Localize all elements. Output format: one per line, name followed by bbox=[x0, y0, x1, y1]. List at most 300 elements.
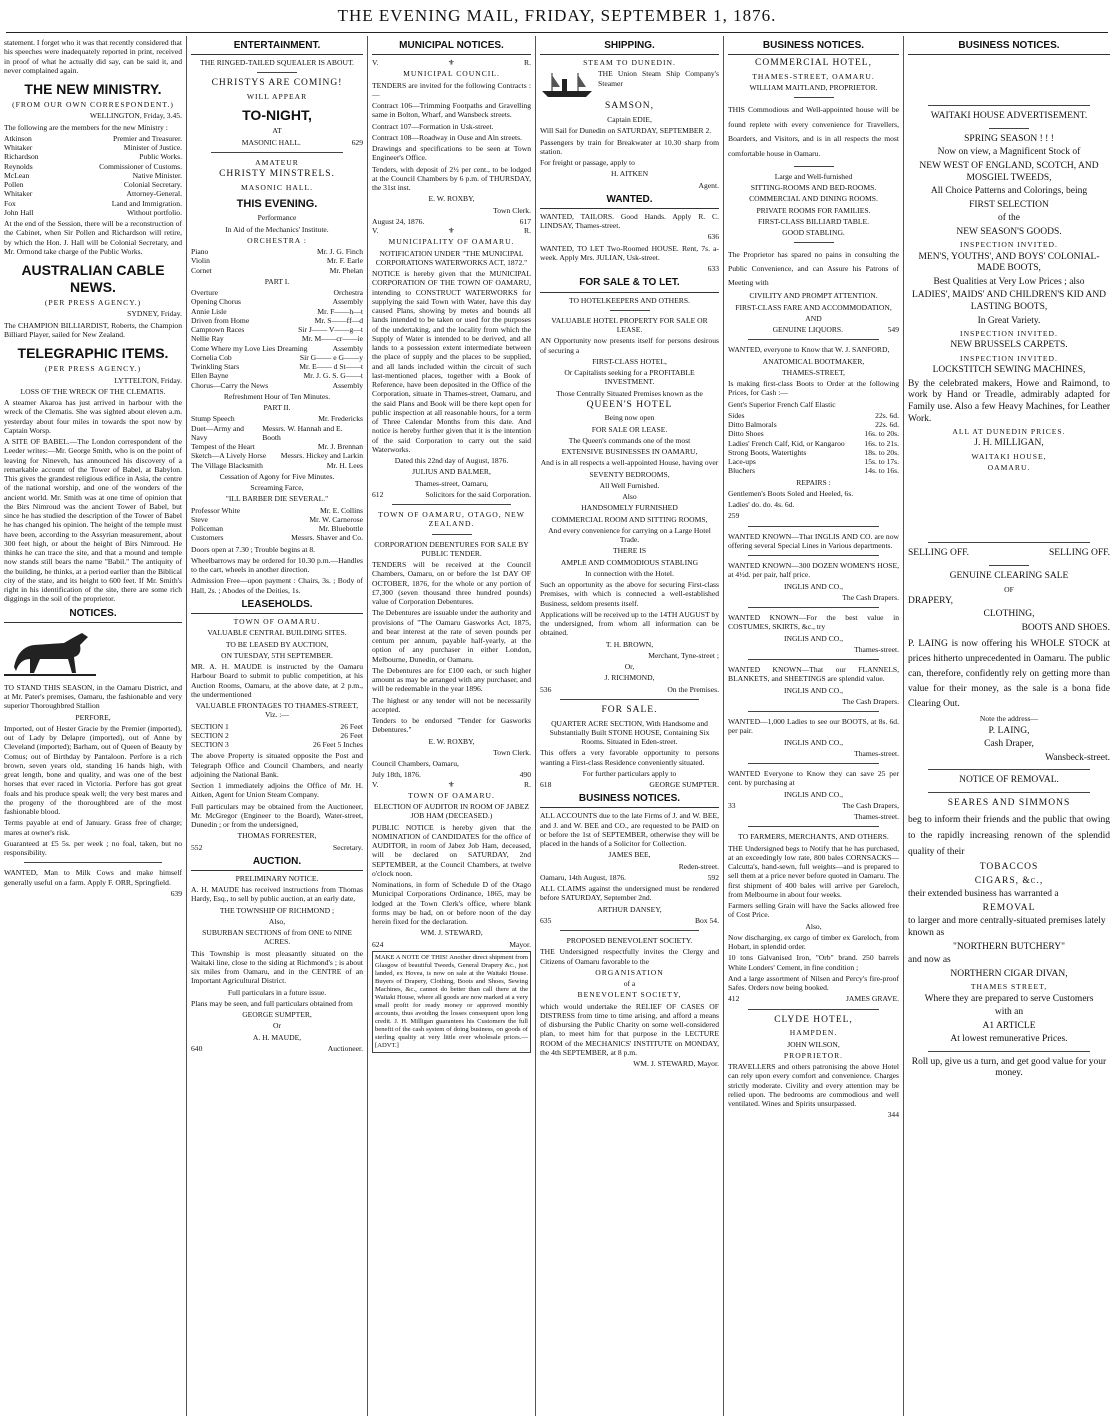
steward: WM. J. STEWARD, Mayor. bbox=[633, 1059, 719, 1069]
tend-dep: Tenders, with deposit of 2½ per cent., to be lodged at the Council Chambers by 6 p.m. of THURSDAY, the 31st inst. bbox=[372, 164, 531, 193]
part-1: PART I. bbox=[264, 276, 290, 286]
benev-body: THE Undersigned respectfully invites the Clergy and Citizens of Oamaru favorable to the bbox=[540, 947, 719, 966]
inglis: INGLIS AND CO., bbox=[783, 581, 844, 591]
ladies: LADIES', MAIDS' AND CHILDREN'S KID AND LASTING BOOTS, bbox=[911, 290, 1107, 312]
hotel-prop: VALUABLE HOTEL PROPERTY FOR SALE OR LEASE. bbox=[551, 315, 708, 335]
column-5 bbox=[723, 36, 903, 1416]
goods: NEW SEASON'S GOODS. bbox=[956, 226, 1062, 237]
num-3: 624 bbox=[372, 939, 384, 949]
accounts: ALL ACCOUNTS due to the late Firms of J. and W. BEE, and J. and W. BEE and CO., are requested to be PAID on or before the 1st of SEPTEMBER, otherwise they will be placed in the hands of a Solicitor for Collection. bbox=[540, 811, 719, 849]
selling-off-2: SELLING OFF. bbox=[1049, 548, 1110, 559]
brussels: NEW BRUSSELS CARPETS. bbox=[950, 340, 1068, 351]
extended: their extended business has warranted a bbox=[908, 889, 1059, 900]
drapery: DRAPERY, bbox=[908, 595, 953, 606]
prog-row: Overture Orchestra bbox=[191, 288, 363, 298]
seventy: SEVENTY BEDROOMS, bbox=[589, 469, 670, 479]
drapers-3: The Cash Drapers. bbox=[842, 696, 899, 706]
lease-date: ON TUESDAY, 5TH SEPTEMBER. bbox=[221, 650, 333, 660]
wanted-1: WANTED KNOWN—That INGLIS AND CO. are now offering several Special Lines in Various departments. bbox=[728, 531, 899, 550]
divider bbox=[610, 310, 650, 311]
babel-article: A SITE OF BABEL.—The London correspondent of the Leeder writes:—Mr. George Smith, who is on the point of leaving for Nineveh, has announced his discovery of a remarkable account of the Tower of Babel, at Babylon. This gives the grandest religious edifice in Asia, the centre of the national worship, and one of the wonders of the ancient world. Mr. Smith was at one time of opinion that the Birs Nimroud was the ancient Tower of Babel, but since he has studied the description of the Tower of Babel he has changed his opinion. The height of the temple must have been, according to the Assyrian measurement, about 300 feet high, or about the height of Birs Nimroud. He thinks he can trace the site, and that a mound and temple now stands still bears the name "Babil." The antiquity of the building, he thinks, at a period earlier than the Biblical city of the state, and its height to 600 feet. If Mr. Smith's right in his identification of the site, there are some rich diggings in the soil of the proprietor. bbox=[4, 437, 182, 604]
wanted-5: WANTED—1,000 Ladies to see our BOOTS, at 8s. 6d. per pair. bbox=[728, 717, 899, 736]
wanted-4: WANTED KNOWN—That our FLANNELS, BLANKETS, and SHEETINGS are splendid value. bbox=[728, 665, 899, 684]
crest-row: V. ⚜ R. bbox=[372, 226, 531, 236]
divider bbox=[928, 1051, 1090, 1052]
aid: In Aid of the Mechanics' Institute. bbox=[225, 224, 329, 234]
masthead: THE EVENING MAIL, FRIDAY, SEPTEMBER 1, 1876. bbox=[0, 6, 1114, 26]
auct-also: Also, bbox=[268, 916, 286, 926]
crest-row: V. ⚜ R. bbox=[372, 58, 531, 68]
lease-sec1: Section 1 immediately adjoins the Office of Mr. H. Aitken, Agent for Union Steam Company. bbox=[191, 781, 363, 800]
divider bbox=[432, 534, 472, 535]
gent-rep: Gentlemen's Boots Soled and Heeled, 6s. bbox=[728, 488, 854, 498]
elect-body: PUBLIC NOTICE is hereby given that the NOMINATION of CANDIDATES for the office of AUDITOR, in room of Jabez Job Ham, deceased, will be declared on SATURDAY, 2nd SEPTEMBER, at the Council Chambers, at twelve o'clock noon. bbox=[372, 822, 531, 878]
business-notices-heading: BUSINESS NOTICES. bbox=[908, 38, 1110, 55]
divider bbox=[794, 166, 834, 167]
thames: THAMES-STREET, OAMARU. bbox=[752, 71, 875, 81]
price-row: Lace-ups 15s. to 17s. bbox=[728, 457, 899, 467]
divider bbox=[748, 659, 879, 660]
steamship-icon bbox=[540, 69, 594, 99]
deb-endorse: Tenders to be endorsed "Tender for Gasworks Debentures." bbox=[372, 716, 531, 735]
making: Is making first-class Boots to Order at the following Prices, for Cash :— bbox=[728, 379, 899, 398]
larger: to larger and more centrally-situated premises lately known as bbox=[908, 916, 1106, 938]
mayor: Mayor. bbox=[509, 939, 531, 949]
ladies-rep: Ladies' do. do. 4s. 6d. bbox=[728, 500, 795, 510]
auct-plans: Plans may be seen, and full particulars obtained from bbox=[191, 998, 353, 1008]
prog-row: Camptown Races Sir J—— V——g—t bbox=[191, 325, 363, 335]
lease-name: THOMAS FORRESTER, bbox=[237, 831, 317, 841]
inglis-2: INGLIS AND CO., bbox=[783, 633, 844, 643]
mens: MEN'S, YOUTHS', AND BOYS' COLONIAL-MADE BOOTS, bbox=[918, 251, 1100, 274]
minister-row: Whitaker Minister of Justice. bbox=[4, 143, 182, 153]
inglis-3: INGLIS AND CO., bbox=[783, 685, 844, 695]
thames-2: Thames-street. bbox=[854, 644, 899, 654]
dated: Dated this 22nd day of August, 1876. bbox=[394, 456, 509, 466]
agent: Agent. bbox=[698, 180, 719, 190]
divider bbox=[748, 607, 879, 608]
for-sale: FOR SALE. bbox=[601, 704, 658, 715]
wanted-heading: WANTED. bbox=[540, 192, 719, 209]
extensive: EXTENSIVE BUSINESSES IN OAMARU, bbox=[561, 447, 698, 457]
claims: ALL CLAIMS against the undersigned must be rendered before SATURDAY, September 2nd. bbox=[540, 884, 719, 903]
butchery: "NORTHERN BUTCHERY" bbox=[953, 941, 1065, 952]
thames-street: THAMES STREET, bbox=[970, 982, 1048, 992]
divider bbox=[560, 930, 699, 931]
inglis-5: INGLIS AND CO., bbox=[783, 789, 844, 799]
auct-name2: A. H. MAUDE, bbox=[252, 1032, 302, 1042]
also: Also bbox=[622, 492, 637, 502]
wanted-6: WANTED Everyone to Know they can save 25 per cent. by purchasing at bbox=[728, 769, 899, 788]
quarter: QUARTER ACRE SECTION, With Handsome and Substantially Built STONE HOUSE, Containing Six Rooms. Situated in Eden-street. bbox=[549, 718, 710, 747]
christys-coming: CHRISTYS ARE COMING! bbox=[211, 78, 343, 89]
samson: SAMSON, bbox=[605, 101, 654, 112]
liq-num: 549 bbox=[887, 325, 899, 335]
roxby: E. W. ROXBY, bbox=[428, 194, 475, 204]
cable-heading: AUSTRALIAN CABLE NEWS. bbox=[21, 262, 165, 296]
advt: MAKE A NOTE OF THIS! Another direct shipment from Glasgow of beautiful Tweeds, General Drapery &c., just landed, ex Hovea, is now on sale at the Waitaki House. Buyers of Drapery, Clothing, Boots and Shoes, Sewing Machines, &c., cannot do better than call there at the Waitaki House, where all goods are now marked at a very small profit for ready money or approved monthly accounts, thus avoiding the losses consequent upon long credit. J. H. Milligan guarantees his Customers the full benefit of the cash system of doing business, on goods of sterling quality at very little over wholesale prices.—[ADVT.] bbox=[372, 951, 531, 1053]
best: Best Qualities at Very Low Prices ; also bbox=[933, 276, 1085, 287]
orchestra-label: ORCHESTRA : bbox=[247, 235, 307, 245]
town-2: TOWN OF OAMARU. bbox=[408, 790, 495, 800]
auct-role: Auctioneer. bbox=[327, 1043, 363, 1053]
organisation: ORGANISATION bbox=[595, 967, 664, 977]
billiard: FIRST-CLASS BILLIARD TABLE. bbox=[758, 216, 869, 226]
num-2: 490 bbox=[519, 770, 531, 780]
section-row: SECTION 1 26 Feet bbox=[191, 721, 363, 731]
divider bbox=[748, 339, 879, 340]
laing: P. LAING, bbox=[988, 725, 1030, 736]
maitland: WILLIAM MAITLAND, PROPRIETOR. bbox=[749, 83, 878, 93]
minister-row: McLean Native Minister. bbox=[4, 170, 182, 180]
brown-role: Merchant, Tyne-street ; bbox=[648, 650, 719, 660]
of-a: of a bbox=[623, 979, 636, 989]
debentures: CORPORATION DEBENTURES FOR SALE BY PUBLIC TENDER. bbox=[374, 539, 529, 558]
divider bbox=[748, 763, 879, 764]
prog-row: Duet—Army and Navy Messrs. W. Hannah and E. Booth bbox=[191, 423, 343, 442]
boots-shoes: BOOTS AND SHOES. bbox=[1021, 622, 1110, 633]
grave: JAMES GRAVE. bbox=[845, 994, 899, 1004]
ad-num: 629 bbox=[351, 137, 363, 147]
divider bbox=[989, 565, 1029, 566]
laing-body: P. LAING is now offering his WHOLE STOCK at prices hitherto unprecedented in Oamaru. The public can, therefore, confidently rely on getting more than value for their money, as the sale is a bona fide Clearing Out. bbox=[908, 638, 1110, 710]
prog-row: The Village Blacksmith Mr. H. Lees bbox=[191, 460, 363, 470]
opportunity: AN Opportunity now presents itself for persons desirous of securing a bbox=[540, 336, 719, 355]
or: Or, bbox=[624, 662, 635, 672]
column-4 bbox=[535, 36, 723, 1416]
farce-title: "ILL BARBER DIE SEVERAL." bbox=[225, 494, 329, 504]
wanted-tailors: WANTED, TAILORS. Good Hands. Apply R. C. LINDSAY, Thames-street. bbox=[540, 211, 719, 231]
minister-row: Pollen Colonial Secretary. bbox=[4, 180, 182, 190]
there-is: THERE IS bbox=[612, 546, 647, 556]
minister-row: Reynolds Commissioner of Customs. bbox=[4, 161, 182, 171]
entertainment-heading: ENTERTAINMENT. bbox=[191, 38, 363, 55]
divider bbox=[748, 555, 879, 556]
sumpter: GEORGE SUMPTER. bbox=[649, 780, 719, 790]
wanted1-num: 636 bbox=[707, 232, 719, 242]
council-chambers: Council Chambers, Oamaru, bbox=[372, 759, 459, 769]
prog-row: Opening Chorus Assembly bbox=[191, 297, 363, 307]
lease-role: Secretary. bbox=[332, 842, 363, 852]
brown: T. H. BROWN, bbox=[605, 639, 654, 649]
clearing: GENUINE CLEARING SALE bbox=[949, 570, 1069, 581]
first-selection: FIRST SELECTION bbox=[969, 199, 1049, 210]
oamaru: OAMARU. bbox=[987, 463, 1031, 473]
sanford-loc: THAMES-STREET, bbox=[782, 367, 845, 377]
price-row: Ditto Shoes 16s. to 20s. bbox=[728, 429, 899, 439]
of-the: of the bbox=[998, 213, 1020, 224]
cable-date: SYDNEY, Friday. bbox=[127, 309, 182, 319]
where: Where they are prepared to serve Customers bbox=[924, 993, 1094, 1004]
divider bbox=[257, 72, 297, 73]
sanford: WANTED, everyone to Know that W. J. SANFORD, bbox=[728, 345, 890, 355]
town: TOWN OF OAMARU, OTAGO, NEW ZEALAND. bbox=[378, 510, 525, 529]
auct-future: Full particulars in a future issue. bbox=[227, 987, 327, 997]
removal-heading: NOTICE OF REMOVAL. bbox=[959, 775, 1059, 786]
every: And every convenience for carrying on a Large Hotel Trade. bbox=[548, 525, 711, 545]
ministry-body: At the end of the Session, there will be a reconstruction of the Cabinet, when Sir Pollen and Richardson will retire, by which the Hon. J. Hall will be Colonial Secretary, and Mr. Ormond take charge of the Public Works. bbox=[4, 219, 182, 256]
business-notices-heading: BUSINESS NOTICES. bbox=[728, 38, 899, 55]
cast-row: Customers Messrs. Shaver and Co. bbox=[191, 533, 363, 543]
column-2 bbox=[186, 36, 367, 1416]
date-1: August 24, 1876. bbox=[372, 216, 425, 226]
for-sale-heading: FOR SALE & TO LET. bbox=[540, 275, 719, 292]
notice-body: NOTICE is hereby given that the MUNICIPAL CORPORATION OF THE TOWN OF OAMARU, intending to CONSTRUCT WATERWORKS for supplying the said Town with Water, have this day caused Plans, showing by metes and bounds all lands intended to be taken or used for the purposes of the undertaking, and the locality from which the Supply of Water is intended to be derived, and all lands to a possession extent intermediate between the place of supply and the places to be supplied, and all lands included within the circuit of such last-mentioned places, together with a Book of Reference, have been deposited in the Office of the Corporation, situate in Thames-street, Oamaru, and the said Plans and Book will be there kept open for public inspection at all reasonable hours, for a term of Three Calendar Months from this date. And notice is hereby further given that it is the intention of the said Corporation to carry out the said Waterworks. bbox=[372, 269, 531, 454]
prog-row: Nellie Ray Mr. M——cr——ie bbox=[191, 334, 363, 344]
wilson: JOHN WILSON, bbox=[787, 1039, 840, 1049]
drapers: The Cash Drapers. bbox=[842, 592, 899, 602]
column-3 bbox=[367, 36, 535, 1416]
orch-row: Piano Mr. J. G. Finch bbox=[191, 247, 363, 257]
large: Large and Well-furnished bbox=[774, 171, 853, 181]
cast-row: Steve Mr. W. Carnerose bbox=[191, 514, 363, 524]
anatomical: ANATOMICAL BOOTMAKER, bbox=[762, 356, 865, 366]
cast-row: Professor White Mr. E. Collins bbox=[191, 505, 363, 515]
tenders: TENDERS are invited for the following Contracts :— bbox=[372, 80, 531, 99]
aitken: H. AITKEN bbox=[610, 169, 649, 179]
lease-auction: TO BE LEASED BY AUCTION, bbox=[225, 639, 329, 649]
newspaper-page bbox=[0, 36, 1114, 1416]
prog-row: Annie Lisle Mr. F——h—t bbox=[191, 306, 363, 316]
deb-body: TENDERS will be received at the Council Chambers, Oamaru, on or before the 1st DAY OF OCTOBER, 1876, for the whole or any portion of £7,300 (seven thousand three hundred pounds) value of Corporation Debentures. bbox=[372, 560, 531, 607]
divider bbox=[748, 711, 879, 712]
fc-hotel: FIRST-CLASS HOTEL, bbox=[592, 356, 667, 366]
ent-sub: THE RINGED-TAILED SQUEALER IS ABOUT. bbox=[200, 58, 354, 68]
farm-now: Now discharging, ex cargo of timber ex Gareloch, from Hobart, in splendid order. bbox=[728, 932, 899, 952]
wheelbarrows: Wheelbarrows may be ordered for 10.30 p.m.—Handles to the cart, wheels in another direction. bbox=[191, 555, 363, 575]
laing-loc: Wansbeck-street. bbox=[1045, 752, 1110, 763]
deb-each: The Debentures are for £100 each, or such higher amount as may be arranged with any purchaser, and will be redeemable in the year 1896. bbox=[372, 665, 531, 694]
election: ELECTION OF AUDITOR IN ROOM OF JABEZ JOB HAM (DECEASED.) bbox=[373, 802, 530, 821]
auct-pre: PRELIMINARY NOTICE. bbox=[235, 873, 319, 883]
inspection-3: INSPECTION INVITED. bbox=[960, 353, 1058, 363]
capitalists: Or Capitalists seeking for a PROFITABLE INVESTMENT. bbox=[564, 368, 695, 387]
crest-icon: ⚜ bbox=[447, 779, 455, 789]
prog-row: Driven from Home Mr. S——ff—d bbox=[191, 315, 363, 325]
clerk: Town Clerk. bbox=[493, 205, 531, 215]
auct-num: 640 bbox=[191, 1043, 203, 1053]
price-row: Ladies' French Calf, Kid, or Kangaroo 16s. to 21s. bbox=[728, 438, 899, 448]
queens-hotel: QUEEN'S HOTEL bbox=[586, 399, 673, 410]
prog-row: Twinkling Stars Mr. E—— d St——t bbox=[191, 362, 363, 372]
waitaki-house: WAITAKI HOUSE, bbox=[971, 451, 1047, 461]
farm-also: Also, bbox=[805, 921, 822, 931]
roxby-2: E. W. ROXBY, bbox=[428, 736, 475, 746]
stabling: AMPLE AND COMMODIOUS STABLING bbox=[560, 557, 699, 567]
inglis-4: INGLIS AND CO., bbox=[783, 737, 844, 747]
address: Note the address— bbox=[979, 714, 1039, 724]
horse-illustration bbox=[4, 627, 96, 679]
lease-full: Full particulars may be obtained from the Auctioneer, Mr. McGregor (Engineer to the Board), Water-street, Dunedin ; or from the undersigned, bbox=[191, 801, 363, 830]
business-notices-heading: BUSINESS NOTICES. bbox=[540, 791, 719, 808]
undertake: which would undertake the RELIEF OF CASES OF DISTRESS from time to time arising, and afford a means of disbursing the Public Charity on some well-considered plan, to meet him for that purpose in the LECTURE ROOM of the MECHANICS' INSTITUTE on MONDAY, the 4th SEPTEMBER, at 8 p.m. bbox=[540, 1001, 719, 1057]
now-as: and now as bbox=[908, 955, 951, 966]
divider bbox=[928, 792, 1090, 793]
sail: Will Sail for Dunedin on SATURDAY, SEPTEMBER 2. bbox=[540, 126, 712, 136]
section-row: SECTION 2 26 Feet bbox=[191, 730, 363, 740]
at: AT bbox=[272, 126, 282, 136]
with-an: with an bbox=[994, 1007, 1024, 1018]
minister-row: Richardson Public Works. bbox=[4, 152, 182, 162]
thames-4: Thames-street. bbox=[854, 748, 899, 758]
farm-large: And a large assortment of Nilsen and Percy's fire-proof Safes. Orders now being booked. bbox=[728, 973, 899, 993]
divider bbox=[928, 769, 1090, 770]
bee: JAMES BEE, bbox=[608, 850, 651, 860]
farm-tons: 10 tons Galvanised Iron, "Orb" brand. 250 barrels White Londers' Cement, in fine condition ; bbox=[728, 953, 899, 972]
divider bbox=[748, 1009, 879, 1010]
steward: WM. J. STEWARD, bbox=[420, 928, 483, 938]
tweeds: NEW WEST OF ENGLAND, SCOTCH, AND MOSGIEL TWEEDS, bbox=[919, 160, 1099, 183]
leaseholds-heading: LEASEHOLDS. bbox=[191, 597, 363, 614]
column-6 bbox=[903, 36, 1114, 1416]
clothing: CLOTHING, bbox=[983, 609, 1035, 620]
seares-body: beg to inform their friends and the public that owing to the rapidly increasing renown of the splendid quality of their bbox=[908, 814, 1110, 857]
orch-row: Violin Mr. F. Earle bbox=[191, 256, 363, 266]
admission: Admission Free—upon payment : Chairs, 3s. ; Body of Hall, 2s. ; Abodes of the Deities, 1s. bbox=[191, 576, 363, 595]
commercial-hotel: COMMERCIAL HOTEL, bbox=[755, 58, 872, 69]
makers: By the celebrated makers, Howe and Raimond, to work by Hand or Treadle, admirably adapted for Family use. Also a few Heavy Machines, for Leather Work. bbox=[908, 378, 1110, 424]
date-2: July 18th, 1876. bbox=[372, 770, 421, 780]
farm-body: THE Undersigned begs to Notify that he has purchased, at an exceedingly low rate, 800 bales CORNSACKS—Calcutta's, hand-sewn, full weights—and is prepared to sell them at a price never before quoted in Oamaru. The first shipment of 400 bales will arrive per Gareloch, from Melbourne in about four weeks. bbox=[728, 843, 899, 899]
auct-body: A. H. MAUDE has received instructions from Thomas Hardy, Esq., to sell by public auction, at an early date, bbox=[191, 885, 363, 904]
repairs: REPAIRS : bbox=[796, 477, 831, 487]
this-evening: THIS EVENING. bbox=[236, 197, 318, 210]
this-house: THIS Commodious and Well-appointed house will be found replete with every convenience for Travellers, Boarders, and Visitors, and is in all respects the most comfortable house in Oamaru. bbox=[728, 105, 899, 158]
freight: For freight or passage, apply to bbox=[540, 158, 635, 168]
tonight: TO-NIGHT, bbox=[242, 107, 312, 124]
tele-date: LYTTELTON, Friday. bbox=[114, 375, 182, 385]
cable-body: The CHAMPION BILLIARDIST, Roberts, the Champion Billiard Player, sailed for New Zealand. bbox=[4, 320, 182, 339]
cable-sub: (PER PRESS AGENCY.) bbox=[44, 298, 142, 308]
divider bbox=[560, 699, 699, 700]
deb-high: The highest or any tender will not be necessarily accepted. bbox=[372, 695, 531, 714]
tobaccos: TOBACCOS bbox=[979, 862, 1039, 873]
lease-num: 552 bbox=[191, 842, 203, 852]
wanted-house: WANTED, TO LET Two-Roomed HOUSE. Rent, 7s. a-week. Apply Mrs. JULIAN, Usk-street. bbox=[540, 243, 719, 262]
auct-name1: GEORGE SUMPTER, bbox=[242, 1010, 312, 1020]
orch-row: Cornet Mr. Phelan bbox=[191, 265, 363, 275]
bee-loc: Reden-street. bbox=[678, 861, 719, 871]
removal: REMOVAL bbox=[982, 902, 1036, 913]
refresh: Refreshment Hour of Ten Minutes. bbox=[223, 391, 331, 401]
jb-num: 612 bbox=[372, 489, 384, 499]
masonic-hall-2: MASONIC HALL. bbox=[240, 182, 314, 192]
masonic-hall: MASONIC HALL. bbox=[241, 137, 301, 147]
waitaki-advert: WAITAKI HOUSE ADVERTISEMENT. bbox=[930, 111, 1088, 122]
queens-desc: The Queen's commands one of the most bbox=[568, 435, 691, 445]
rich-num: 536 bbox=[540, 684, 552, 694]
w6-num: 33 bbox=[728, 800, 736, 810]
ministers-list bbox=[4, 134, 182, 217]
municipality: MUNICIPALITY OF OAMARU. bbox=[388, 237, 515, 247]
boots-head: Gent's Superior French Calf Elastic bbox=[728, 399, 836, 409]
divider bbox=[748, 826, 879, 827]
dunedin-prices: ALL AT DUNEDIN PRICES. bbox=[952, 427, 1066, 437]
prog-row: Ellen Bayne Mr. J. G. S. G——t bbox=[191, 371, 363, 381]
part-2: PART II. bbox=[263, 403, 291, 413]
civility: CIVILITY AND PROMPT ATTENTION. bbox=[749, 291, 878, 301]
variety: In Great Variety. bbox=[977, 315, 1041, 326]
and: AND bbox=[805, 313, 822, 323]
jb-loc: Thames-street, Oamaru, bbox=[414, 478, 489, 488]
price-row: Strong Boots, Watertights 18s. to 20s. bbox=[728, 447, 899, 457]
passengers: Passengers by train for Breakwater at 10.30 sharp from station. bbox=[540, 137, 719, 156]
offers: This offers a very favorable opportunity to persons wanting a First-class Residence conveniently situated. bbox=[540, 748, 719, 767]
jb-role: Solicitors for the said Corporation. bbox=[425, 489, 531, 499]
notices-heading: NOTICES. bbox=[4, 606, 182, 623]
divider bbox=[24, 862, 162, 863]
prog-row: Chorus—Carry the News Assembly bbox=[191, 380, 363, 390]
benevolent: PROPOSED BENEVOLENT SOCIETY. bbox=[566, 936, 693, 946]
rep-num: 259 bbox=[728, 511, 740, 521]
bee-num: 592 bbox=[707, 872, 719, 882]
municipal-heading: MUNICIPAL NOTICES. bbox=[372, 38, 531, 55]
society: BENEVOLENT SOCIETY, bbox=[577, 990, 682, 1000]
applications: Applications will be received up to the 14TH AUGUST by the undersigned, from whom all information can be obtained. bbox=[540, 609, 719, 638]
roll-up: Roll up, give us a turn, and get good value for your money. bbox=[911, 1056, 1107, 1079]
stud-body: TO STAND THIS SEASON, in the Oamaru District, and at Mr. Pater's premises, Oamaru, the fashionable and very superior Thoroughbred Stallion bbox=[4, 682, 182, 711]
steam: STEAM TO DUNEDIN. bbox=[583, 58, 676, 68]
notification: NOTIFICATION UNDER "THE MUNICIPAL CORPORATIONS WATERWORKS ACT, 1872." bbox=[375, 248, 528, 267]
sitting: SITTING-ROOMS AND BED-ROOMS. bbox=[750, 183, 877, 193]
prog-row: Tempest of the Heart Mr. J. Brennan bbox=[191, 442, 363, 452]
grave-num: 412 bbox=[728, 994, 740, 1004]
divider bbox=[392, 504, 511, 505]
commercial-room: COMMERCIAL ROOM AND SITTING ROOMS, bbox=[551, 514, 708, 524]
prog-row: Sketch—A Lively Horse Messrs. Hickey and Larkin bbox=[191, 451, 363, 461]
deb-issue: The Debentures are issuable under the authority and provisions of "The Oamaru Gasworks Act, 1875, and bear interest at the rate of seven pounds per centum per annum, payable half-yearly, at the option of any purchaser in either London, Melbourne, Dunedin, or Oamaru. bbox=[372, 608, 531, 664]
divider bbox=[748, 526, 879, 527]
telegraphic-heading: TELEGRAPHIC ITEMS. bbox=[17, 345, 169, 362]
intro-text: statement. I forget who it was that recently considered that his speeches were inadequately reported in print, received in proof of what he actually did say, can be said it, and never complained again. bbox=[4, 38, 182, 75]
will-appear: WILL APPEAR bbox=[246, 92, 308, 102]
furnished: All Well Furnished. bbox=[599, 480, 660, 490]
divider bbox=[928, 542, 1090, 543]
crest-row: V. ⚜ R. bbox=[372, 779, 531, 789]
prog-row: Stump Speech Mr. Fredericks bbox=[191, 414, 363, 424]
stud-fee: Guaranteed at £5 5s. per week ; no foal, taken, but no responsibility. bbox=[4, 838, 182, 857]
dansey-num: 635 bbox=[540, 915, 552, 925]
handsomely: HANDSOMELY FURNISHED bbox=[581, 503, 678, 513]
spring: SPRING SEASON ! ! ! bbox=[964, 133, 1054, 144]
stud-terms: Terms payable at end of January. Grass free of charge; mares at owner's risk. bbox=[4, 818, 182, 837]
auct-township: THE TOWNSHIP OF RICHMOND ; bbox=[219, 905, 335, 915]
respects: And is in all respects a well-appointed House, having over bbox=[540, 458, 719, 468]
lease-town: TOWN OF OAMARU. bbox=[233, 617, 321, 627]
wanted2-num: 633 bbox=[707, 264, 719, 274]
liquors: GENUINE LIQUORS. bbox=[772, 325, 844, 335]
stud-name: PERFORE, bbox=[75, 712, 111, 722]
farm-store: Farmers selling Grain will have the Sacks allowed free of Cost Price. bbox=[728, 901, 899, 920]
lease-frontages: VALUABLE FRONTAGES TO THAMES-STREET, Viz. :— bbox=[195, 701, 359, 720]
clyde-num: 344 bbox=[887, 1110, 899, 1120]
tele-sub: (PER PRESS AGENCY.) bbox=[44, 364, 142, 374]
auct-desc: This Township is most pleasantly situated on the Waitaki line, close to the siding at Richmond's ; is about six miles from Oamaru, and in the CENTRE of an Important Agricultural District. bbox=[191, 948, 363, 986]
cigars: CIGARS, &c., bbox=[974, 875, 1044, 886]
column-1 bbox=[0, 36, 186, 1416]
minister-row: John Hall Without portfolio. bbox=[4, 207, 182, 217]
wanted-3: WANTED KNOWN—For the best value in COSTUMES, SKIRTS, &c., try bbox=[728, 613, 899, 632]
num-1: 617 bbox=[519, 216, 531, 226]
price-row: Sides 22s. 6d. bbox=[728, 410, 899, 420]
section-row: SECTION 3 26 Feet 5 Inches bbox=[191, 740, 363, 750]
hampden: HAMPDEN. bbox=[789, 1028, 838, 1038]
council: MUNICIPAL COUNCIL. bbox=[403, 69, 500, 79]
cessation: Cessation of Agony for Five Minutes. bbox=[219, 471, 335, 481]
connection: In connection with the Hotel. bbox=[585, 568, 674, 578]
auction-heading: AUCTION. bbox=[191, 854, 363, 871]
clerk-2: Town Clerk. bbox=[493, 747, 531, 757]
